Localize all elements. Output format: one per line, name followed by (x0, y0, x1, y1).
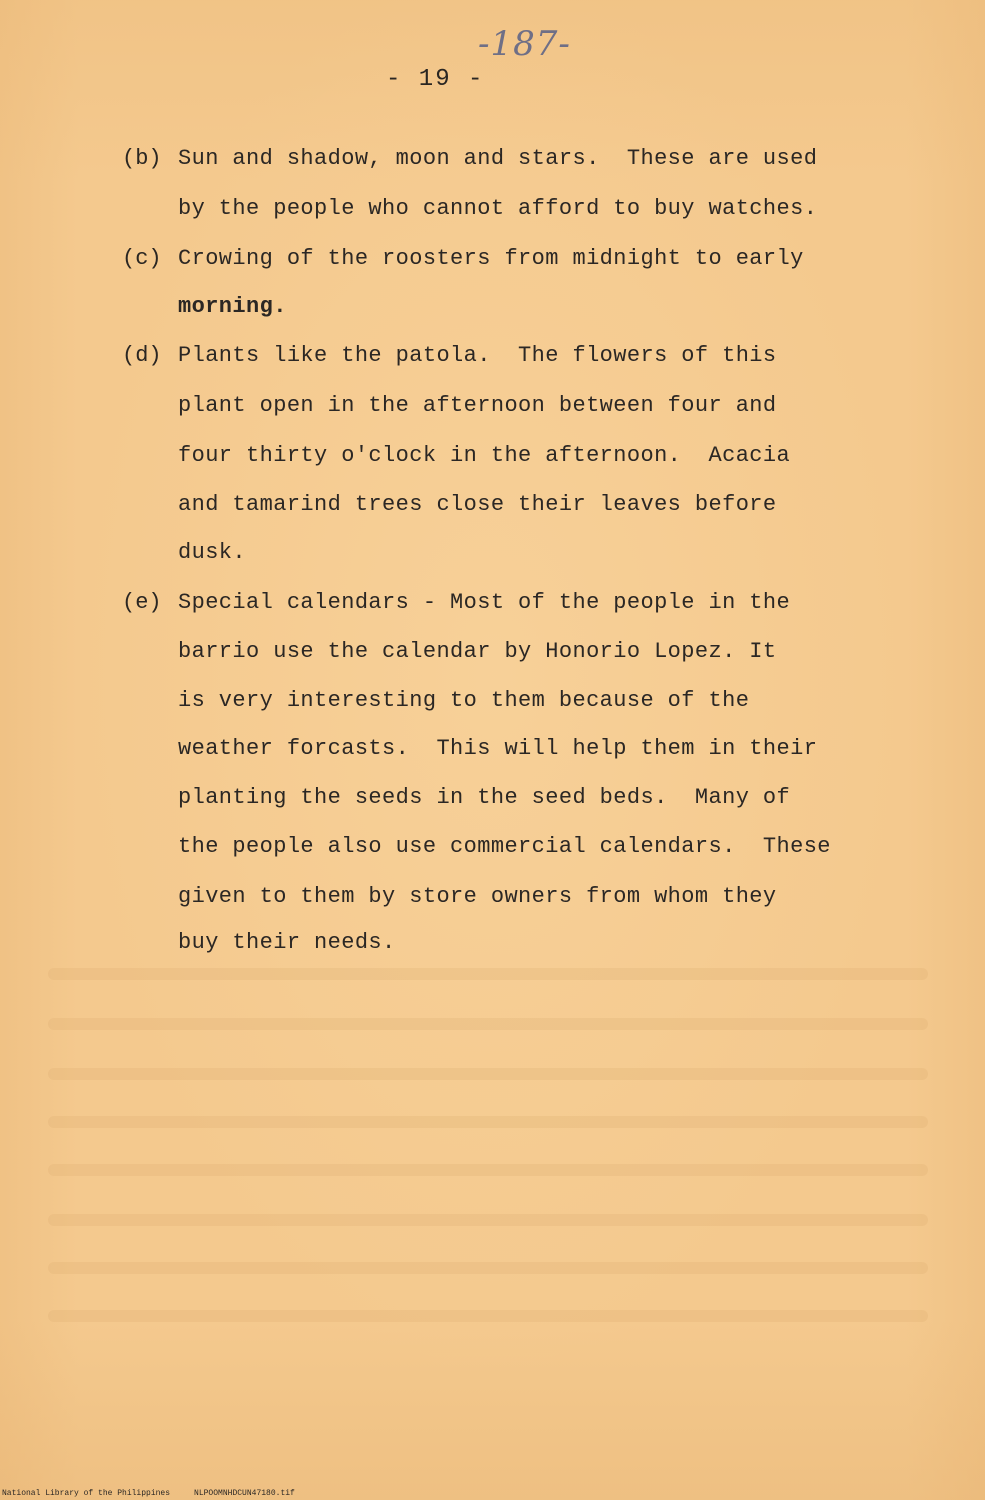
item-marker-e: (e) (122, 590, 162, 615)
item-e-line-4: weather forcasts. This will help them in their (178, 736, 818, 761)
scan-footer: National Library of the Philippines NLPOOMNHDCUN47180.tif (2, 1489, 295, 1498)
item-marker-d: (d) (122, 343, 162, 368)
handwritten-folio-number: -187- (478, 24, 571, 64)
page-number: - 19 - (386, 66, 485, 93)
item-e-line-8: buy their needs. (178, 930, 396, 955)
item-e-line-5: planting the seeds in the seed beds. Many of (178, 785, 791, 810)
item-d-line-1: Plants like the patola. The flowers of this (178, 343, 777, 368)
item-c-line-2: morning. (178, 294, 287, 319)
item-d-line-3: four thirty o'clock in the afternoon. Acacia (178, 443, 791, 468)
item-marker-b: (b) (122, 146, 162, 171)
bleed-through (48, 1164, 928, 1176)
item-d-line-5: dusk. (178, 540, 247, 565)
item-b-line-1: Sun and shadow, moon and stars. These are used (178, 146, 818, 171)
bleed-through (48, 1018, 928, 1030)
item-c-line-1: Crowing of the roosters from midnight to early (178, 246, 804, 271)
item-b-line-2: by the people who cannot afford to buy watches. (178, 196, 818, 221)
bleed-through (48, 968, 928, 980)
item-e-line-2: barrio use the calendar by Honorio Lopez. It (178, 639, 777, 664)
item-e-line-3: is very interesting to them because of the (178, 688, 750, 713)
item-d-line-4: and tamarind trees close their leaves before (178, 492, 777, 517)
bleed-through (48, 1262, 928, 1274)
item-d-line-2: plant open in the afternoon between four and (178, 393, 777, 418)
item-e-line-7: given to them by store owners from whom they (178, 884, 777, 909)
item-marker-c: (c) (122, 246, 162, 271)
bleed-through (48, 1068, 928, 1080)
bleed-through (48, 1116, 928, 1128)
bleed-through (48, 1310, 928, 1322)
bleed-through (48, 1214, 928, 1226)
item-e-line-6: the people also use commercial calendars. These (178, 834, 831, 859)
item-e-line-1: Special calendars - Most of the people in the (178, 590, 791, 615)
